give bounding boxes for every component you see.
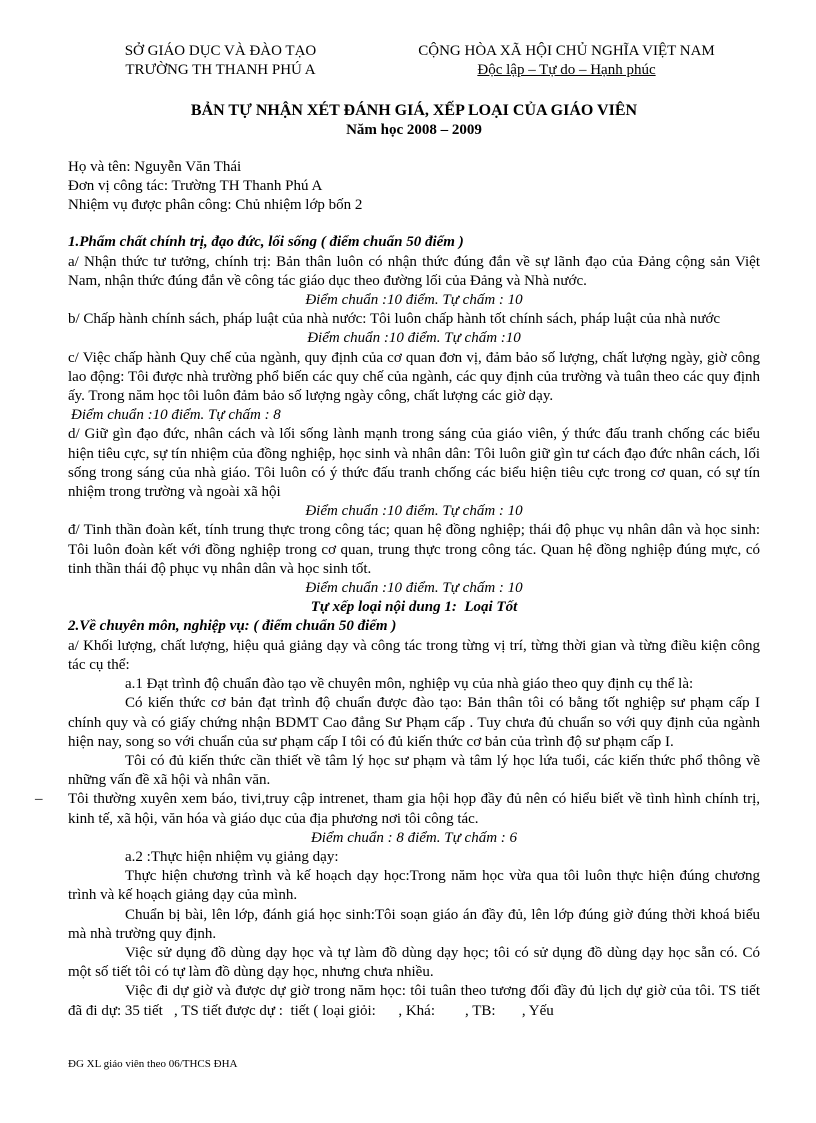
s1-item-a-score: Điểm chuẩn :10 điểm. Tự chấm : 10: [305, 292, 523, 309]
assigned-duty-line: Nhiệm vụ được phân công: Chủ nhiệm lớp bốn 2: [68, 197, 363, 214]
s1-item-d-score: Điểm chuẩn :10 điểm. Tự chấm : 10: [305, 503, 523, 520]
issuing-authority: [68, 42, 373, 80]
s2-item-a1-p1: Có kiến thức cơ bản đạt trình độ chuẩn được đào tạo: Bản thân tôi có bằng tốt nghiệp sư phạm cấp I chính quy và có giấy chứng nhận BDMT Cao đẳng Sư Phạm cấp . Tuy chưa đủ chuẩn so với quy định của ngành hiện nay, song so với chuẩn của sư phạm cấp I tôi có đủ kiến thức cơ bản của trình độ sư phạm cấp I.: [68, 695, 760, 750]
s1-item-b-score: Điểm chuẩn :10 điểm. Tự chấm :10: [307, 330, 521, 347]
document-body: [35, 233, 760, 1020]
s1-item-c-score: Điểm chuẩn :10 điểm. Tự chấm : 8: [71, 407, 281, 424]
department-name: SỞ GIÁO DỤC VÀ ĐÀO TẠO: [124, 43, 317, 59]
national-motto: Độc lập – Tự do – Hạnh phúc: [477, 62, 656, 79]
s1-item-a: a/ Nhận thức tư tưởng, chính trị: Bản thân luôn có nhận thức đúng đắn về sự lãnh đạo của Đảng cộng sản Việt Nam, nhận thức đúng đắn về công tác giáo dục theo đường lối của Đảng và Nhà nước.: [68, 253, 760, 289]
s2-item-a: a/ Khối lượng, chất lượng, hiệu quả giảng dạy và công tác trong từng vị trí, từng thời gian và từng điều kiện công tác cụ thể:: [68, 637, 760, 673]
s2-item-a1-score: Điểm chuẩn : 8 điểm. Tự chấm : 6: [310, 829, 518, 846]
s2-item-a2: a.2 :Thực hiện nhiệm vụ giảng dạy:: [125, 848, 339, 865]
s1-item-d: d/ Giữ gìn đạo đức, nhân cách và lối sống lành mạnh trong sáng của giáo viên, ý thức đấu tranh chống các biểu hiện tiêu cực, sự tín nhiệm của đồng nghiệp, học sinh và nhân dân: Tôi luôn giữ gìn tư cách đạo đức nhân cách, lối sống trong sáng của nhà giáo. Tôi luôn có ý thức đấu tranh chống các biểu hiện tiêu cực trong cơ quan, có sự tín nhiệm trong trường và ngoài xã hội: [68, 426, 760, 501]
work-unit-line: Đơn vị công tác: Trường TH Thanh Phú A: [68, 178, 323, 195]
s2-item-a1-p2: Tôi có đủ kiến thức cần thiết về tâm lý học sư phạm và tâm lý học lứa tuổi, các kiến thức phổ thông về những vấn đề xã hội và nhân văn.: [68, 752, 760, 789]
s1-item-c: c/ Việc chấp hành Quy chế của ngành, quy định của cơ quan đơn vị, đảm bảo số lượng, chất lượng ngày, giờ công lao động: Tôi được nhà trường phổ biến các quy chế của ngành, các quy định của trường và tuân theo các quy định ấy. Trong năm học tôi luôn đảm bảo số lượng ngày công, chất lượng các giờ dạy.: [68, 349, 760, 405]
document-title: BẢN TỰ NHẬN XÉT ĐÁNH GIÁ, XẾP LOẠI CỦA GIÁO VIÊN: [190, 102, 638, 120]
s2-item-a1-p3: – Tôi thường xuyên xem báo, tivi,truy cập intrenet, tham gia hội họp đầy đủ nên có hiểu biết về tình hình chính trị, kinh tế, xã hội, văn hóa và giáo dục của địa phương nơi tôi công tác.: [35, 791, 760, 827]
s1-self-rating: Tự xếp loại nội dung 1: Loại Tốt: [310, 599, 518, 616]
section-2-heading: 2.Về chuyên môn, nghiệp vụ: ( điểm chuẩn 50 điểm ): [68, 618, 397, 635]
s1-item-dd-score: Điểm chuẩn :10 điểm. Tự chấm : 10: [305, 580, 523, 597]
s2-item-a2-p2: Chuẩn bị bài, lên lớp, đánh giá học sinh:Tôi soạn giáo án đầy đủ, lên lớp đúng giờ đúng thời khoá biểu mà nhà trường quy định.: [68, 906, 760, 942]
s2-item-a2-p3: Việc sử dụng đồ dùng dạy học và tự làm đồ dùng dạy học; tôi có sử dụng đồ dùng dạy học sẵn có. Có một số tiết tôi có tự làm đồ dùng dạy học, nhưng chưa nhiều.: [68, 944, 760, 981]
country-name-line: CỘNG HÒA XÃ HỘI CHỦ NGHĨA VIỆT NAM: [418, 43, 715, 59]
s2-item-a1: a.1 Đạt trình độ chuẩn đào tạo về chuyên môn, nghiệp vụ của nhà giáo theo quy định cụ thể là:: [125, 676, 694, 693]
s1-item-dd: đ/ Tinh thần đoàn kết, tính trung thực trong công tác; quan hệ đồng nghiệp; thái độ phục vụ nhân dân và học sinh: Tôi luôn đoàn kết với đồng nghiệp trong cơ quan, trung thực trong công tác. Quan hệ đồng nghiệp đúng mực, có tinh thần thái độ phục vụ nhân dân và học sinh tốt.: [68, 522, 760, 577]
title-block: [68, 101, 760, 139]
list-dash-marker: –: [35, 791, 43, 808]
school-name: TRƯỜNG TH THANH PHÚ A: [125, 62, 316, 79]
s1-item-b: b/ Chấp hành chính sách, pháp luật của nhà nước: Tôi luôn chấp hành tốt chính sách, pháp luật của nhà nước: [68, 311, 721, 328]
document-header: [68, 42, 760, 80]
section-1-heading: 1.Phẩm chất chính trị, đạo đức, lối sống ( điểm chuẩn 50 điểm ): [68, 234, 464, 251]
school-year: Năm học 2008 – 2009: [346, 121, 482, 138]
s2-item-a2-p1: Thực hiện chương trình và kế hoạch dạy học:Trong năm học vừa qua tôi luôn thực hiện đúng chương trình và kế hoạch giảng dạy của mình.: [68, 868, 760, 904]
national-header: [373, 42, 760, 80]
s2-item-a2-p4: Việc đi dự giờ và được dự giờ trong năm học: tôi tuân theo tương đối đầy đủ lịch dự giờ của tôi. TS tiết đã đi dự: 35 tiết , TS tiết được dự : tiết ( loại giỏi: , Khá: , TB: , Yếu: [68, 983, 760, 1019]
teacher-name-line: Họ và tên: Nguyễn Văn Thái: [68, 158, 242, 175]
footer-note: ĐG XL giáo viên theo 06/THCS ĐHA: [68, 1058, 238, 1070]
teacher-info-block: [68, 158, 760, 216]
